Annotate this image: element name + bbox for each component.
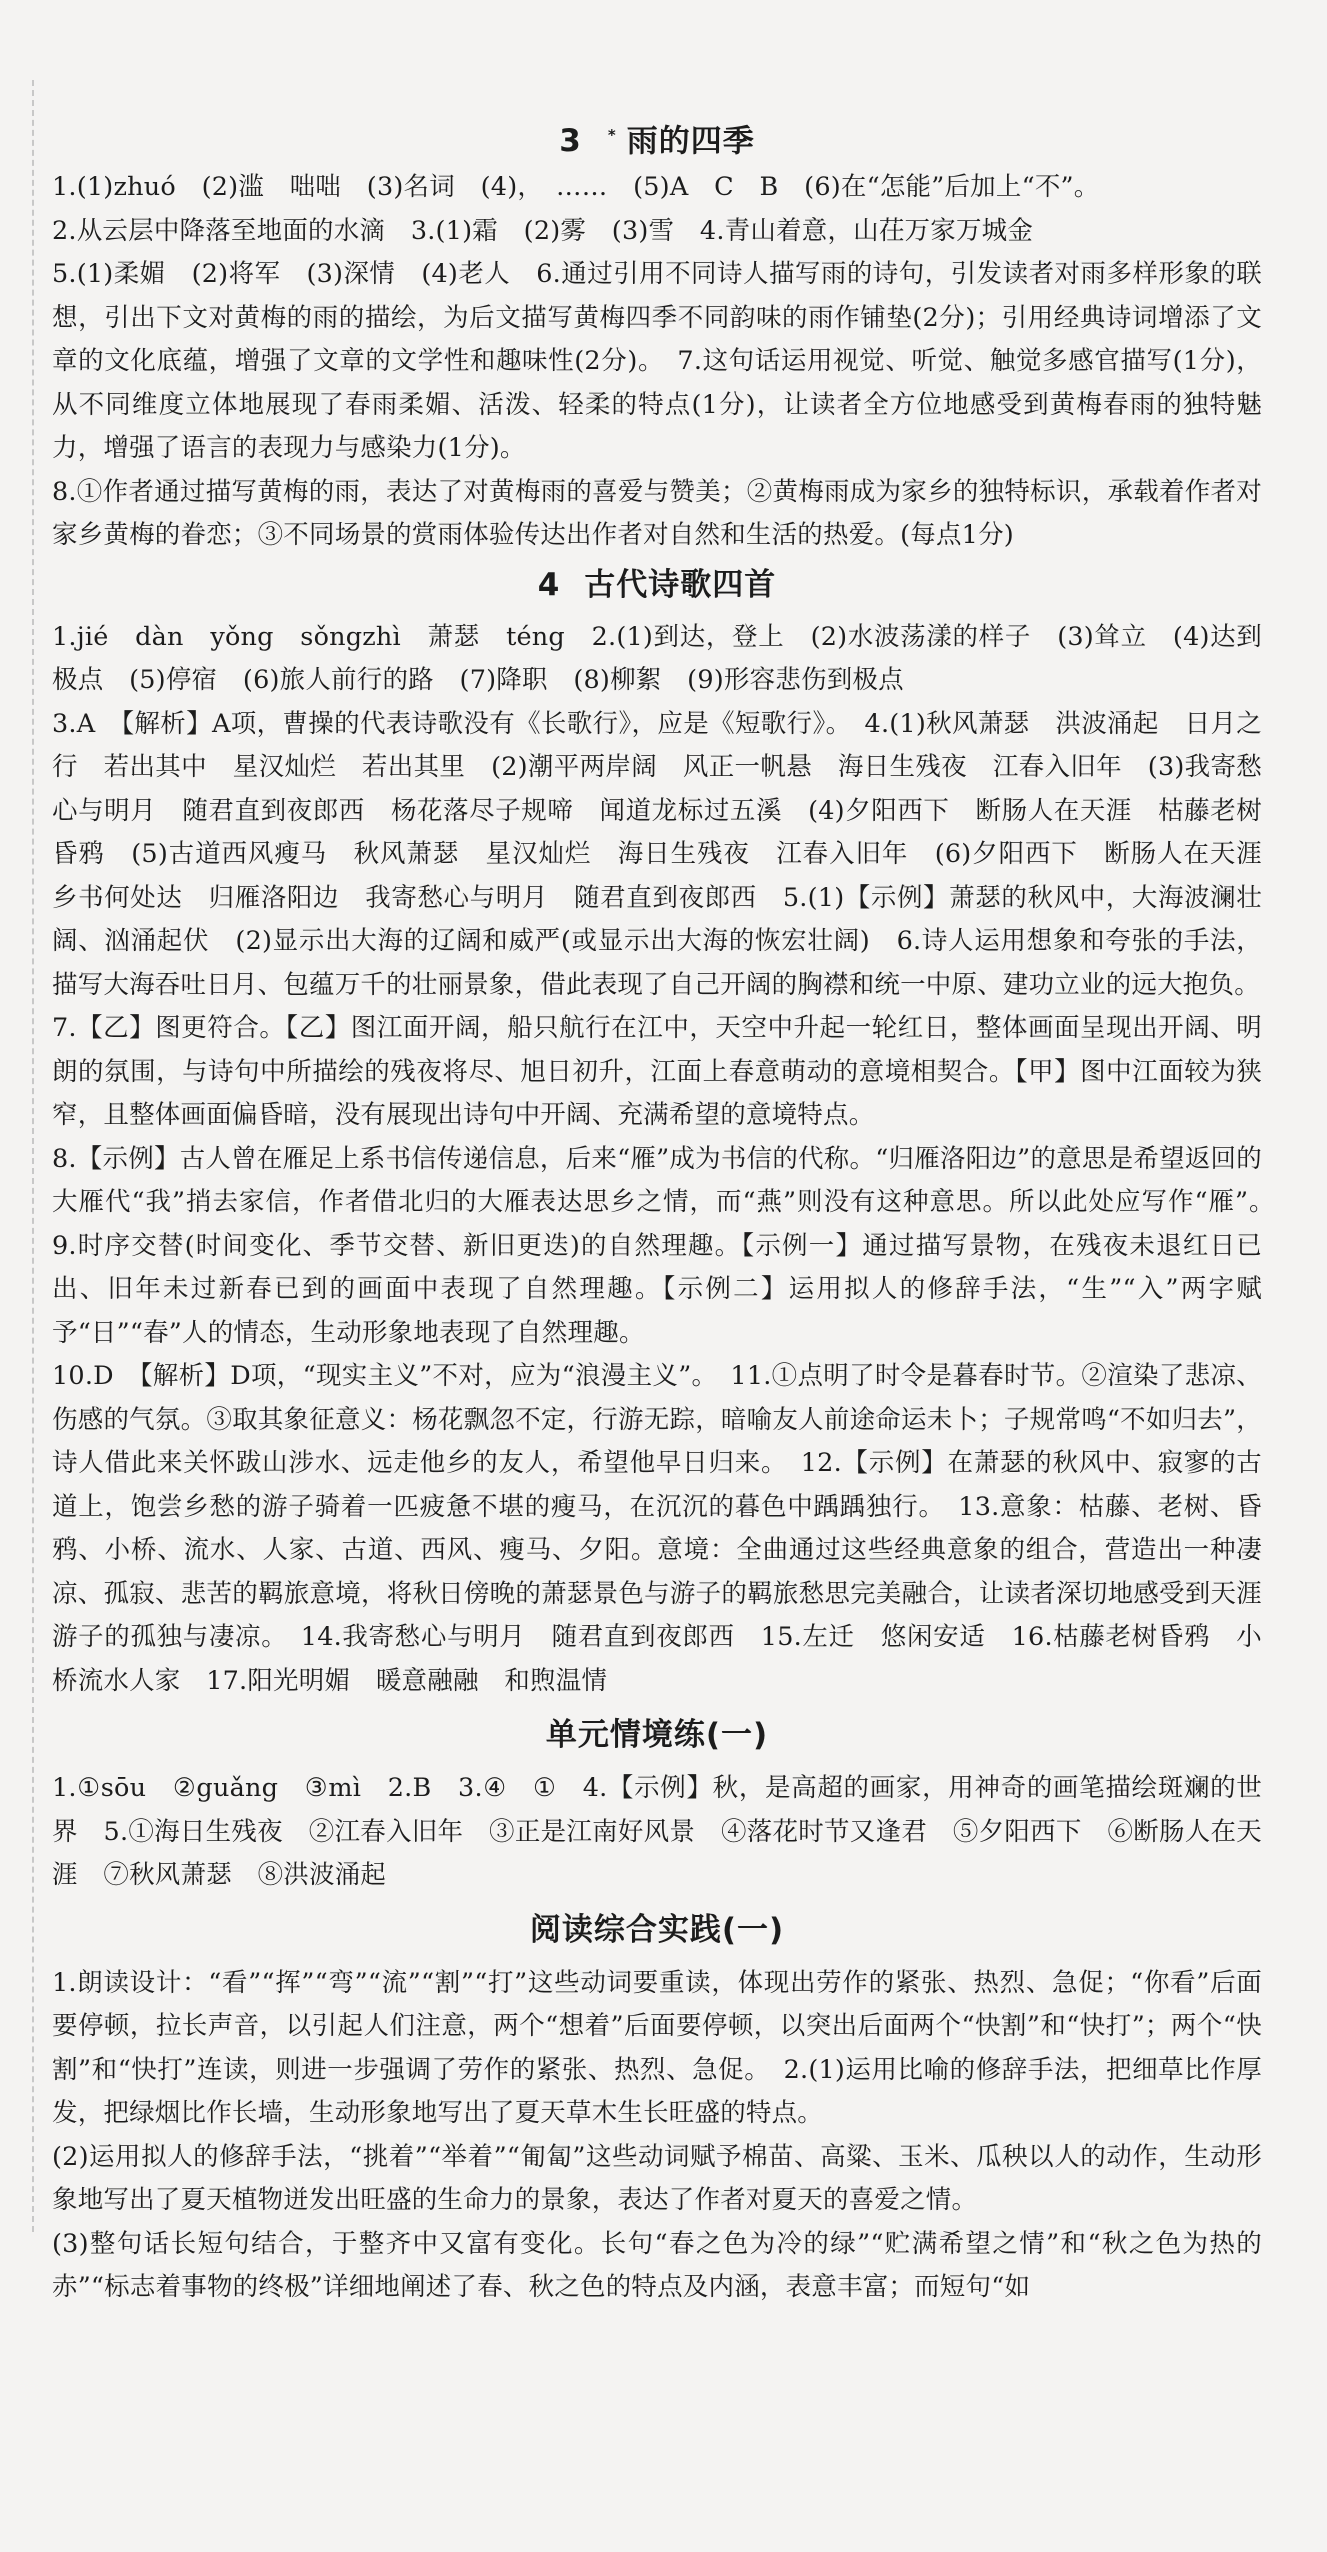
answer-paragraph: 1.jié dàn yǒng sǒngzhì 萧瑟 téng 2.(1)到达，登上 (2)水波荡漾的样子 (3)耸立 (4)达到极点 (5)停宿 (6)旅人前行的路 (7)降职 (8)柳絮 (9)形容悲伤到极点: [52, 621, 1262, 695]
page-content: [52, 108, 1288, 2310]
answer-paragraph: 1.①sōu ②guǎng ③mì 2.B 3.④ ① 4.【示例】秋，是高超的画家，用神奇的画笔描绘斑斓的世界 5.①海日生残夜 ②江春入旧年 ③正是江南好风景 ④落花时节又逢君 ⑤夕阳西下 ⑥断肠人在天涯 ⑦秋风萧瑟 ⑧洪波涌起: [52, 1773, 1262, 1890]
answer-paragraph: 7.【乙】图更符合。【乙】图江面开阔，船只航行在江中，天空中升起一轮红日，整体画面呈现出开阔、明朗的氛围，与诗句中所描绘的残夜将尽、旭日初升，江面上春意萌动的意境相契合。【甲】图中江面较为狭窄，且整体画面偏昏暗，没有展现出诗句中开阔、充满希望的意境特点。: [52, 1013, 1262, 1130]
section-title-text: 古代诗歌四首: [584, 566, 777, 603]
answer-paragraph: 1.朗读设计：“看”“挥”“弯”“流”“割”“打”这些动词要重读，体现出劳作的紧张、热烈、急促；“你看”后面要停顿，拉长声音，以引起人们注意，两个“想着”后面要停顿，以突出后面两个“快割”和“快打”；两个“快割”和“快打”连读，则进一步强调了劳作的紧张、热烈、急促。 2.(1)运用比喻的修辞手法，把细草比作厚发，把绿烟比作长墙，生动形象地写出了夏天草木生长旺盛的特点。: [52, 1967, 1262, 2128]
section-number: 3: [559, 123, 582, 160]
answer-paragraph: (2)运用拟人的修辞手法，“挑着”“举着”“匍匐”这些动词赋予棉苗、高粱、玉米、瓜秧以人的动作，生动形象地写出了夏天植物迸发出旺盛的生命力的景象，表达了作者对夏天的喜爱之情。: [52, 2141, 1262, 2215]
answer-paragraph: 5.(1)柔媚 (2)将军 (3)深情 (4)老人 6.通过引用不同诗人描写雨的诗句，引发读者对雨多样形象的联想，引出下文对黄梅的雨的描绘，为后文描写黄梅四季不同韵味的雨作铺垫(2分)；引用经典诗词增添了文章的文化底蕴，增强了文章的文学性和趣味性(2分)。 7.这句话运用视觉、听觉、触觉多感官描写(1分)，从不同维度立体地展现了春雨柔媚、活泼、轻柔的特点(1分)，让读者全方位地感受到黄梅春雨的独特魅力，增强了语言的表现力与感染力(1分)。: [52, 259, 1262, 463]
answer-paragraph: 2.从云层中降落至地面的水滴 3.(1)霜 (2)雾 (3)雪 4.青山着意，山茌万家万城金: [52, 215, 1034, 246]
answer-paragraph: 8.①作者通过描写黄梅的雨，表达了对黄梅雨的喜爱与赞美；②黄梅雨成为家乡的独特标识，承载着作者对家乡黄梅的眷恋；③不同场景的赏雨体验传达出作者对自然和生活的热爱。(每点1分): [52, 476, 1262, 550]
section-title-gudai-shige: [52, 558, 1262, 612]
section-number: 4: [537, 566, 561, 603]
section-title-yu-de-siji: [52, 108, 1262, 162]
answer-paragraph: 1.(1)zhuó (2)滥 咄咄 (3)名词 (4)， …… (5)A C B (6)在“怎能”后加上“不”。: [52, 172, 1100, 202]
section-title-text: 阅读综合实践(一): [529, 1911, 785, 1948]
section-title-text: 雨的四季: [626, 123, 755, 160]
answer-paragraph: 8.【示例】古人曾在雁足上系书信传递信息，后来“雁”成为书信的代称。“归雁洛阳边”的意思是希望返回的大雁代“我”捎去家信，作者借北归的大雁表达思乡之情，而“燕”则没有这种意思。所以此处应写作“雁”。 9.时序交替(时间变化、季节交替、新旧更迭)的自然理趣。【示例一】通过描写景物，在残夜未退红日已出、旧年未过新春已到的画面中表现了自然理趣。【示例二】运用拟人的修辞手法，“生”“入”两字赋予“日”“春”人的情态，生动形象地表现了自然理趣。: [52, 1143, 1288, 1348]
answer-paragraph: (3)整句话长短句结合，于整齐中又富有变化。长句“春之色为冷的绿”“贮满希望之情”和“秋之色为热的赤”“标志着事物的终极”详细地阐述了春、秋之色的特点及内涵，表意丰富；而短句“如: [52, 2228, 1262, 2302]
section-title-text: 单元情境练(一): [545, 1717, 769, 1753]
binding-dashed-line: [32, 80, 34, 2232]
section-mark: *: [607, 126, 617, 144]
section-title-danyuan-qingjing: [52, 1703, 1262, 1767]
section-title-yuedu-zonghe: [52, 1898, 1262, 1962]
answer-paragraph: 3.A 【解析】A项，曹操的代表诗歌没有《长歌行》，应是《短歌行》。 4.(1)秋风萧瑟 洪波涌起 日月之行 若出其中 星汉灿烂 若出其里 (2)潮平两岸阔 风正一帆悬 海日生残夜 江春入旧年 (3)我寄愁心与明月 随君直到夜郎西 杨花落尽子规啼 闻道龙标过五溪 (4)夕阳西下 断肠人在天涯 枯藤老树昏鸦 (5)古道西风瘦马 秋风萧瑟 星汉灿烂 海日生残夜 江春入旧年 (6)夕阳西下 断肠人在天涯 乡书何处达 归雁洛阳边 我寄愁心与明月 随君直到夜郎西 5.(1)【示例】萧瑟的秋风中，大海波澜壮阔、汹涌起伏 (2)显示出大海的辽阔和威严(或显示出大海的恢宏壮阔) 6.诗人运用想象和夸张的手法，描写大海吞吐日月、包蕴万千的壮丽景象，借此表现了自己开阔的胸襟和统一中原、建功立业的远大抱负。: [52, 708, 1288, 1000]
answer-paragraph: 10.D 【解析】D项，“现实主义”不对，应为“浪漫主义”。 11.①点明了时令是暮春时节。②渲染了悲凉、伤感的气氛。③取其象征意义：杨花飘忽不定，行游无踪，暗喻友人前途命运未卜；子规常鸣“不如归去”，诗人借此来关怀跋山涉水、远走他乡的友人，希望他早日归来。 12.【示例】在萧瑟的秋风中、寂寥的古道上，饱尝乡愁的游子骑着一匹疲惫不堪的瘦马，在沉沉的暮色中踽踽独行。 13.意象：枯藤、老树、昏鸦、小桥、流水、人家、古道、西风、瘦马、夕阳。意境：全曲通过这些经典意象的组合，营造出一种凄凉、孤寂、悲苦的羁旅意境，将秋日傍晚的萧瑟景色与游子的羁旅愁思完美融合，让读者深切地感受到天涯游子的孤独与凄凉。 14.我寄愁心与明月 随君直到夜郎西 15.左迁 悠闲安适 16.枯藤老树昏鸦 小桥流水人家 17.阳光明媚 暖意融融 和煦温情: [52, 1361, 1262, 1696]
